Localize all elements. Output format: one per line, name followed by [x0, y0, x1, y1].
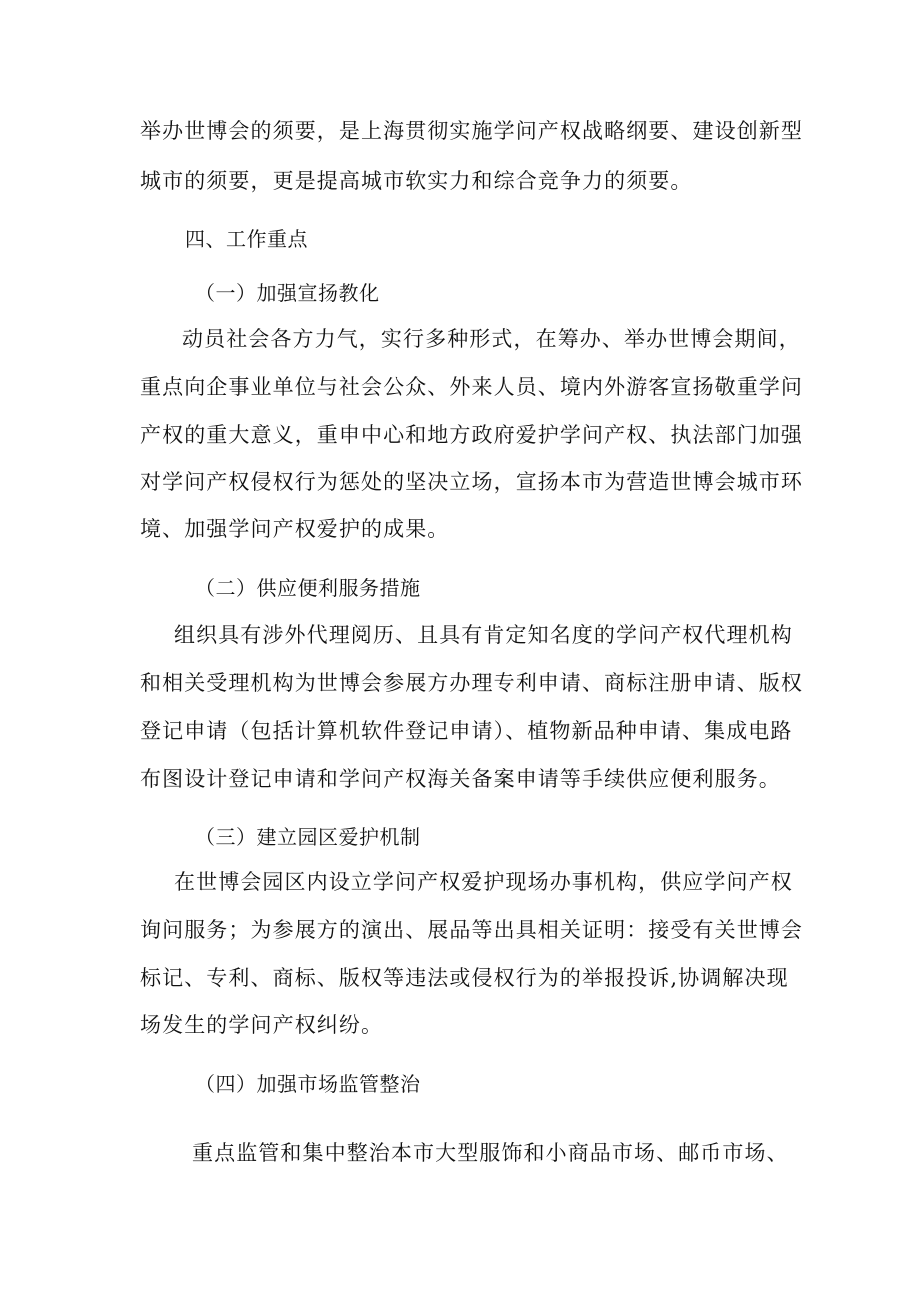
paragraph-line: 布图设计登记申请和学问产权海关备案申请等手续供应便利服务。 — [140, 767, 781, 791]
paragraph-line: 重点向企事业单位与社会公众、外来人员、境内外游客宣扬敬重学问 — [140, 375, 803, 399]
paragraph-line: 动员社会各方力气，实行多种形式，在筹办、举办世博会期间， — [182, 327, 801, 351]
section-heading: 四、工作重点 — [185, 227, 308, 251]
subsection-heading: （一）加强宣扬教化 — [195, 281, 380, 305]
subsection-heading: （三）建立园区爱护机制 — [195, 825, 421, 849]
subsection-heading: （四）加强市场监管整治 — [195, 1072, 421, 1096]
paragraph-line: 场发生的学问产权纠纷。 — [140, 1013, 384, 1037]
paragraph-line: 询问服务；为参展方的演出、展品等出具相关证明：接受有关世博会 — [140, 918, 803, 942]
paragraph-line: 产权的重大意义，重申中心和地方政府爱护学问产权、执法部门加强 — [140, 423, 803, 447]
paragraph-line: 组织具有涉外代理阅历、且具有肯定知名度的学问产权代理机构 — [174, 623, 793, 647]
paragraph-line: 和相关受理机构为世博会参展方办理专利申请、商标注册申请、版权 — [140, 671, 803, 695]
paragraph-line: 登记申请（包括计算机软件登记申请）、植物新品种申请、集成电路 — [140, 719, 793, 743]
paragraph-line: 在世博会园区内设立学问产权爱护现场办事机构，供应学问产权 — [174, 870, 793, 894]
paragraph-line: 城市的须要，更是提高城市软实力和综合竞争力的须要。 — [140, 169, 693, 193]
paragraph-line: 境、加强学问产权爱护的成果。 — [140, 517, 450, 541]
paragraph-line: 对学问产权侵权行为惩处的坚决立场，宣扬本市为营造世博会城市环 — [140, 470, 803, 494]
paragraph-line: 举办世博会的须要，是上海贯彻实施学问产权战略纲要、建设创新型 — [140, 119, 803, 143]
paragraph-line: 标记、专利、商标、版权等违法或侵权行为的举报投诉,协调解决现 — [140, 966, 789, 990]
subsection-heading: （二）供应便利服务措施 — [195, 576, 421, 600]
paragraph-line: 重点监管和集中整治本市大型服饰和小商品市场、邮币市场、 — [192, 1141, 789, 1165]
